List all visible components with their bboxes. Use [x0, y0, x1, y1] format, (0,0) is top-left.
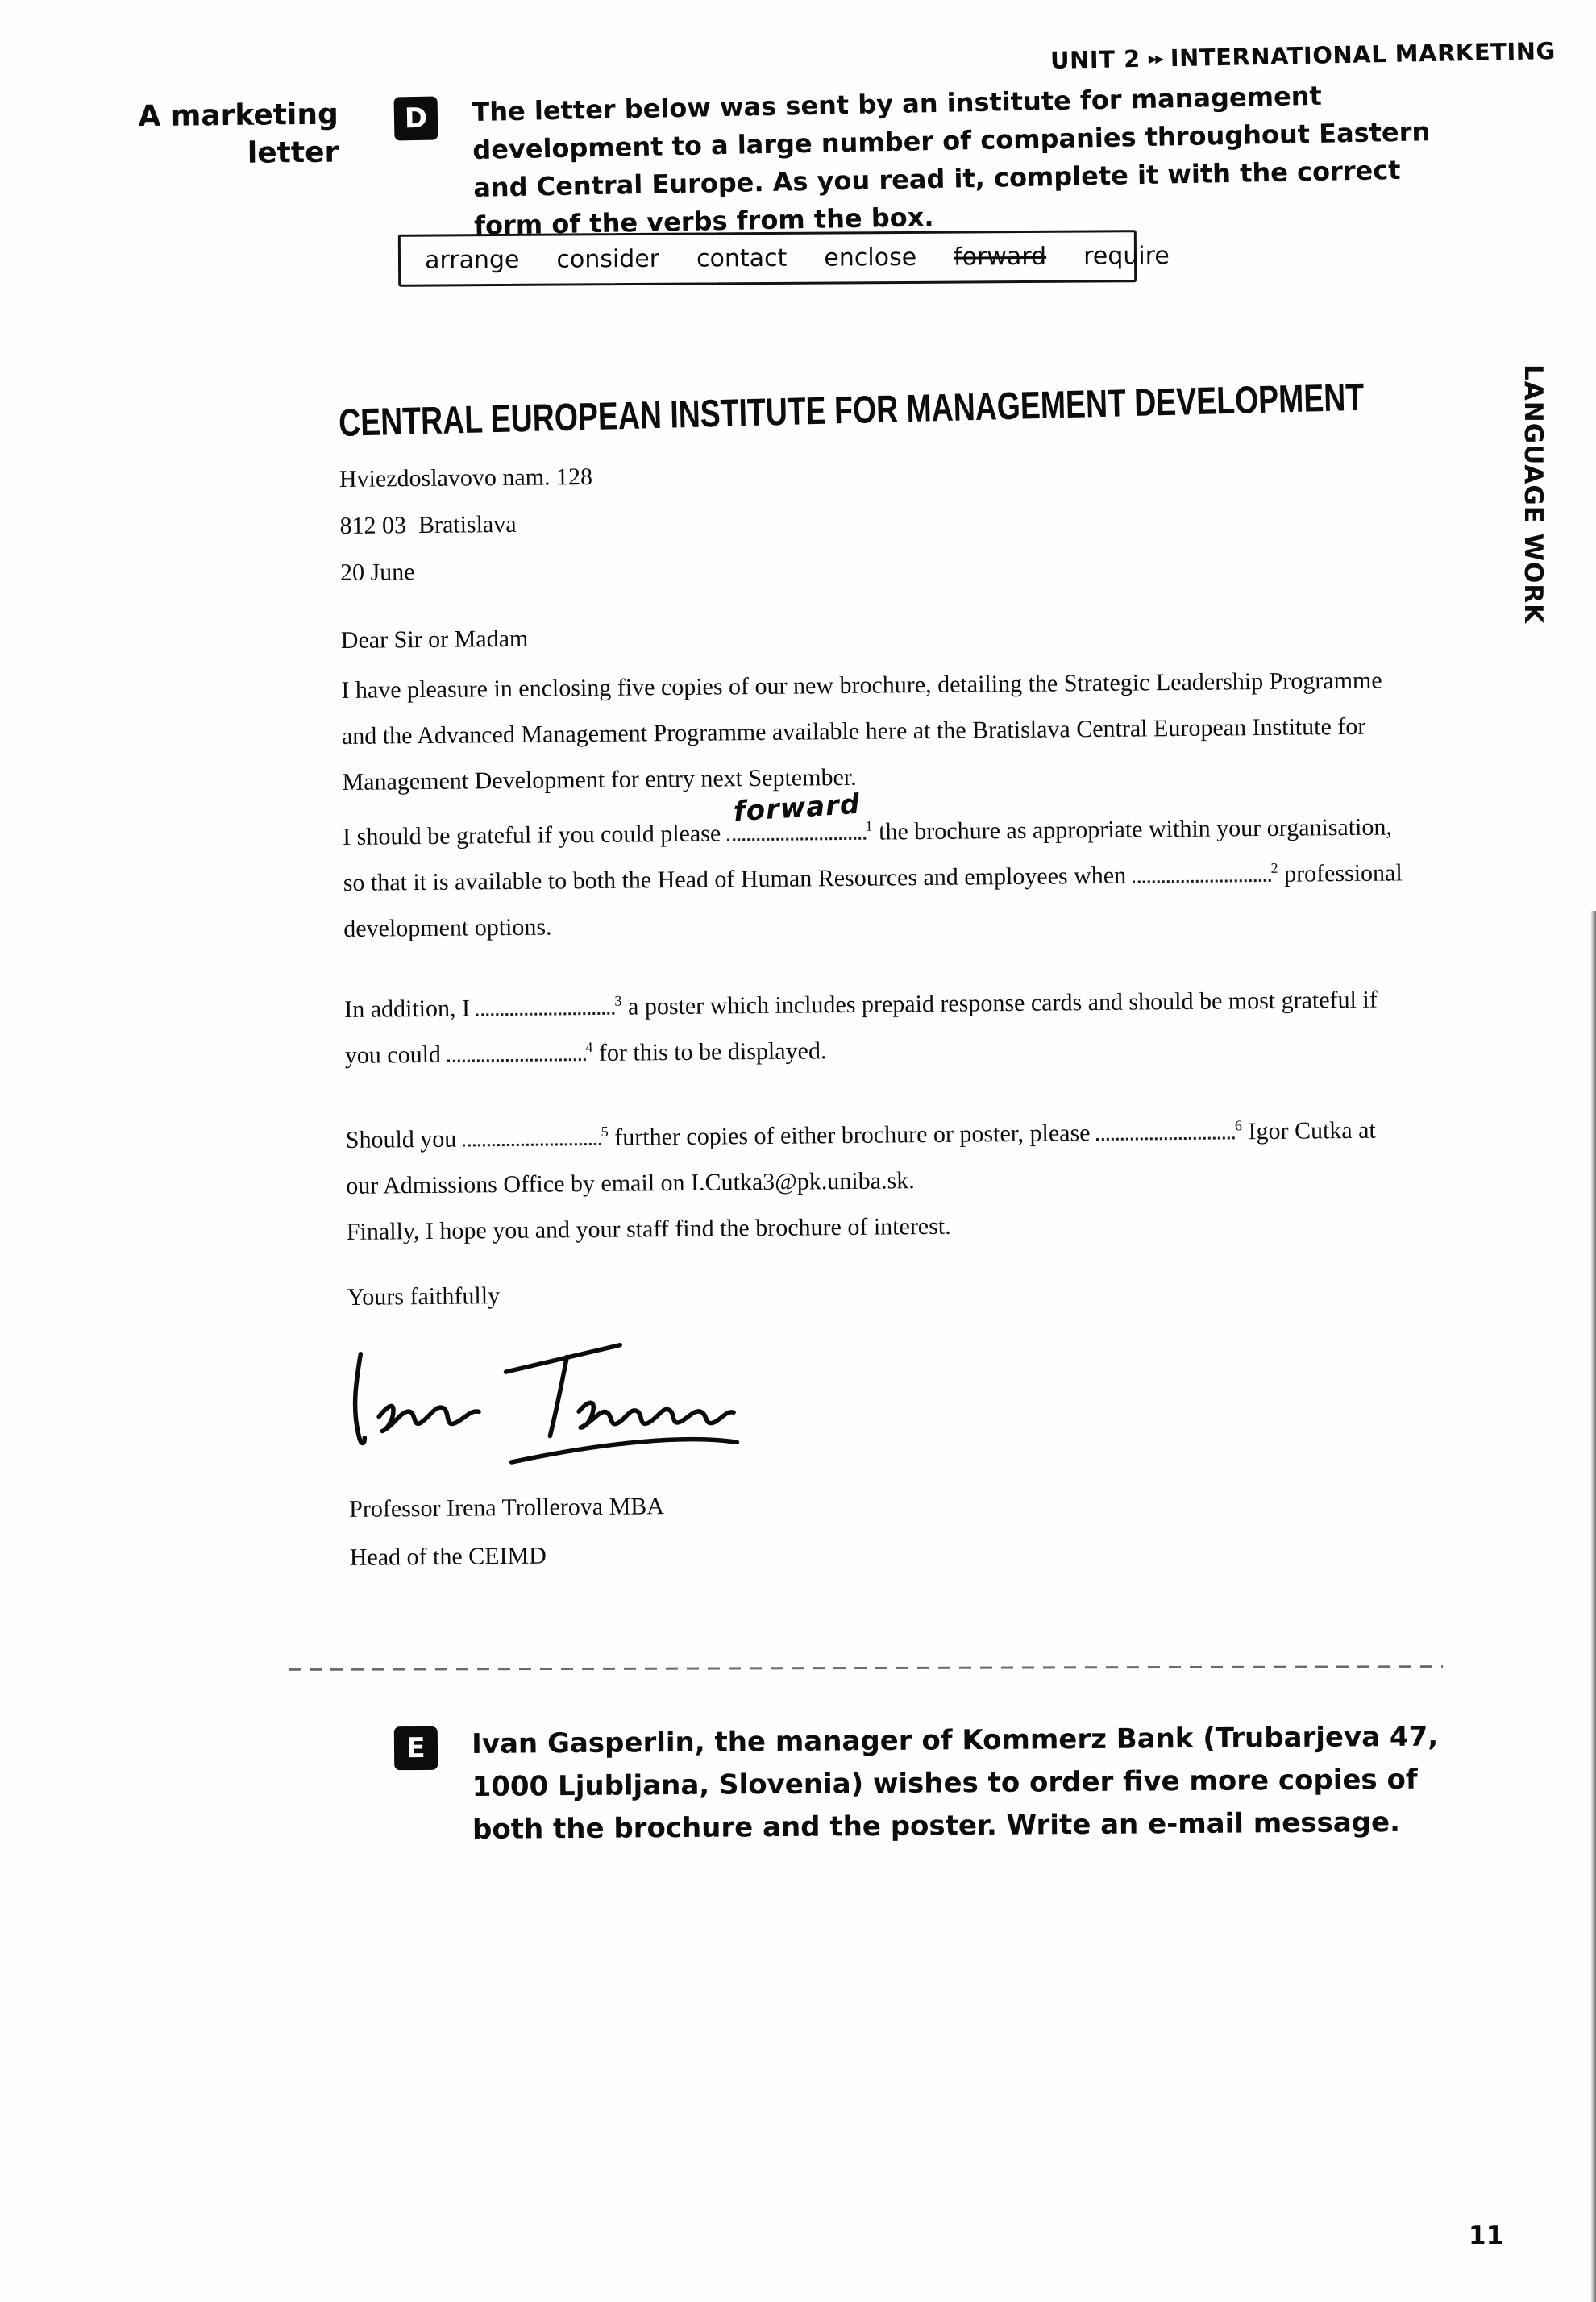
verb-require: require	[1083, 241, 1170, 271]
unit-label: UNIT 2	[1049, 44, 1141, 75]
verb-enclose: enclose	[824, 243, 917, 272]
para4-text-2: further copies of either brochure or poster, please	[608, 1120, 1097, 1151]
letter-closing: Yours faithfully	[347, 1282, 501, 1311]
verb-consider: consider	[556, 244, 660, 274]
para2-text-3: professional development options.	[343, 859, 1403, 942]
exercise-d-letter: D	[404, 102, 428, 135]
blank-6-number: 6	[1234, 1117, 1243, 1134]
verb-arrange: arrange	[424, 245, 520, 275]
torn-edge-line	[289, 1665, 1443, 1671]
letterhead-title: CENTRAL EUROPEAN INSTITUTE FOR MANAGEMENT DEVELOPMENT	[338, 376, 1365, 445]
running-head	[1050, 37, 1556, 74]
exercise-d-badge	[394, 97, 438, 141]
exercise-e-letter: E	[406, 1731, 426, 1765]
blank-5	[463, 1139, 601, 1147]
letter-address-line1: Hviezdoslavovo nam. 128	[339, 463, 593, 492]
letter-paragraph-1: I have pleasure in enclosing five copies of our new brochure, detailing the Strategic Leadership Programme and the Advanced Management Programme available here at the Bratislava Central European Institute for Management Development for entry next September.	[341, 667, 1382, 796]
chevrons-icon: ▸▸	[1148, 48, 1163, 69]
exercise-e-badge	[394, 1726, 438, 1770]
para3-text-3: for this to be displayed.	[592, 1037, 827, 1067]
exercise-d-instructions: The letter below was sent by an institute for management development to a large number of companies throughout Eastern and Central Europe. As you read it, complete it with the correct form of the verbs from the box.	[472, 80, 1431, 241]
blank-2	[1133, 875, 1271, 883]
blank-5-number: 5	[601, 1123, 609, 1140]
letter-paragraph-3	[344, 976, 1409, 1078]
handwritten-signature	[339, 1323, 792, 1496]
letter-date: 20 June	[339, 559, 415, 586]
para3-text-1: In addition, I	[344, 995, 476, 1023]
unit-title: INTERNATIONAL MARKETING	[1170, 36, 1557, 73]
letter-paragraph-2	[343, 787, 1408, 952]
blank-2-number: 2	[1270, 859, 1278, 876]
para2-text-2: the brochure as appropriate within your organisation, so that it is available to both the Head of Human Resources and employees when	[343, 813, 1393, 896]
signoff-name: Professor Irena Trollerova MBA	[349, 1493, 665, 1523]
blank-3	[476, 1008, 615, 1016]
verb-choice-box	[398, 230, 1170, 287]
page-number: 11	[1469, 2221, 1504, 2250]
para4-text-1: Should you	[345, 1125, 463, 1153]
margin-title-line2: letter	[247, 135, 339, 170]
letter-salutation: Dear Sir or Madam	[340, 625, 529, 654]
letter-address-line2: 812 03 Bratislava	[339, 510, 517, 539]
scan-edge-artifact	[1590, 911, 1596, 2302]
signoff-role: Head of the CEIMD	[349, 1542, 547, 1571]
para4-text-3: Igor Cutka at our Admissions Office by email on I.Cutka3@pk.uniba.sk.	[346, 1116, 1376, 1199]
language-work-sidebar-label: LANGUAGE WORK	[1519, 364, 1548, 625]
margin-title-line1: A marketing	[138, 98, 339, 134]
blank-1-number: 1	[865, 817, 873, 834]
handwritten-answer-forward: forward	[732, 787, 861, 829]
para2-text-1: I should be grateful if you could please	[343, 820, 727, 850]
verb-contact: contact	[696, 243, 788, 273]
exercise-margin-title	[113, 96, 339, 174]
blank-1	[727, 787, 866, 841]
verb-forward-struck: forward	[953, 242, 1047, 272]
para3-text-2: a poster which includes prepaid response cards and should be most grateful if you could	[344, 986, 1378, 1069]
exercise-e-instructions: Ivan Gasperlin, the manager of Kommerz Bank (Trubarjeva 47, 1000 Ljubljana, Slovenia) wishes to order five more copies of both the brochure and the poster. Write an e-mail message.	[472, 1720, 1439, 1846]
blank-6	[1096, 1132, 1235, 1141]
blank-4-number: 4	[585, 1039, 593, 1056]
blank-3-number: 3	[614, 992, 622, 1009]
letter-paragraph-4	[346, 1107, 1411, 1209]
blank-4	[447, 1054, 585, 1062]
letter-paragraph-5: Finally, I hope you and your staff find the brochure of interest.	[346, 1212, 951, 1245]
business-letter	[338, 376, 1414, 1610]
